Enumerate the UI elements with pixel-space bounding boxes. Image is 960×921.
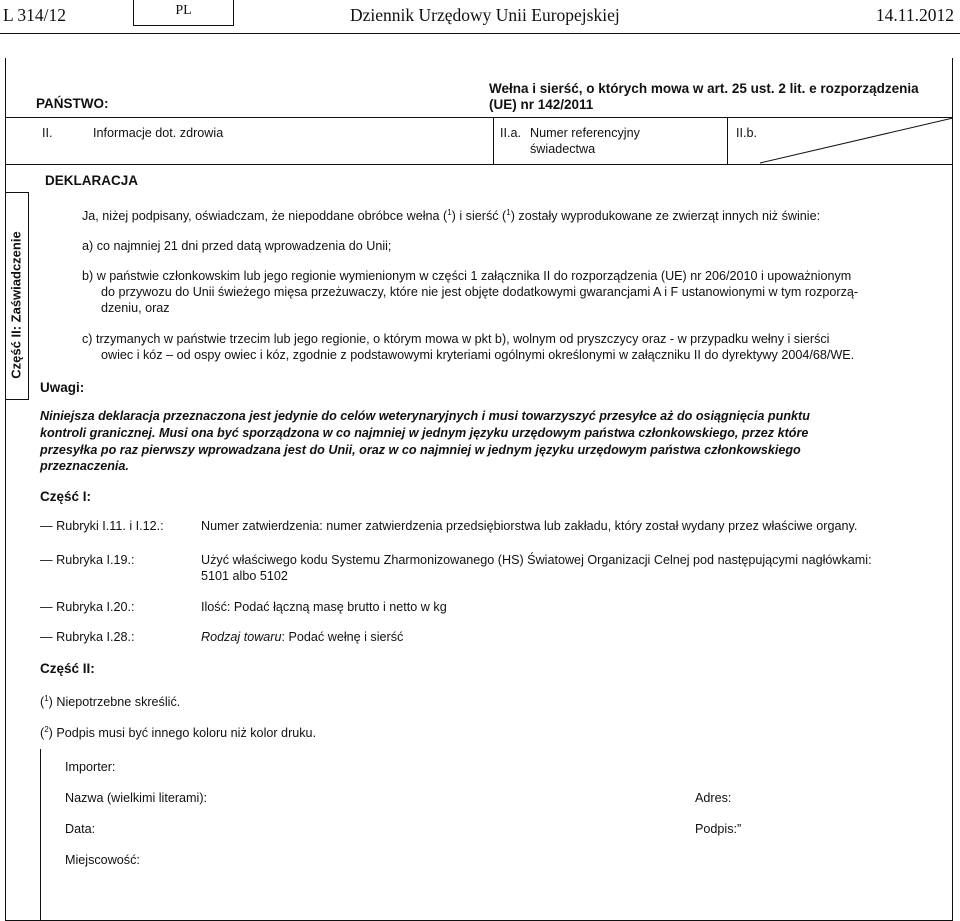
section-heading: Informacje dot. zdrowia [93, 126, 224, 140]
ref-field-strikeout [760, 117, 953, 164]
declaration-item-b-line2: do przywozu do Unii świeżego mięsa przeżuwaczy, które nie jest objęte dodatkowymi gwarancjami A i F ustanowionymi w tym rozporzą- [101, 285, 859, 299]
certificate-title-line1: Wełna i sierść, o których mowa w art. 25 ust. 2 lit. e rozporządzenia [489, 81, 919, 96]
declaration-item-c-line2: owiec i kóz – od ospy owiec i kóz, zgodnie z podstawowymi kryteriami ogólnymi określonymi w załączniku II do dyrektywy 2004/68/WE. [101, 348, 855, 362]
rubric-key: — Rubryki I.11. i I.12.: [40, 519, 164, 533]
header-rule [0, 33, 960, 34]
ref-field-label: II.b. [736, 126, 757, 140]
declaration-item-a: a) co najmniej 21 dni przed datą wprowadzenia do Unii; [82, 239, 392, 253]
notes-title: Uwagi: [40, 380, 85, 395]
side-rule [28, 192, 29, 399]
ref-divider [493, 117, 494, 164]
rubric-value: Rodzaj towaru: Podać wełnę i sierść [201, 630, 404, 644]
publication-date: 14.11.2012 [875, 5, 954, 25]
ref-number-text2: świadectwa [530, 142, 596, 156]
part-label-vertical: Część II: Zaświadczenie [8, 231, 24, 379]
language-badge: PL [133, 0, 234, 26]
signature-field-label: Podpis:” [695, 822, 742, 836]
declaration-intro: Ja, niżej podpisany, oświadczam, że niepoddane obróbce wełna ($^1$) i sierść ($^1$) zostały wyprodukowane ze zwierząt innych niż świnie: [82, 208, 821, 224]
rubric-value: Użyć właściwego kodu Systemu Zharmonizowanego (HS) Światowej Organizacji Celnej pod następującymi nagłówkami: [201, 553, 872, 567]
form-right-border [952, 58, 953, 920]
rubric-key: — Rubryka I.28.: [40, 630, 135, 644]
declaration-item-b-line3: dzeniu, oraz [101, 301, 170, 315]
footnote-2: ($^2$) Podpis musi być innego koloru niż kolor druku. [40, 725, 317, 741]
signature-box-left [40, 749, 41, 920]
page-reference: L 314/12 [3, 5, 67, 25]
rubric-value: Ilość: Podać łączną masę brutto i netto w kg [201, 600, 447, 614]
side-rule-top [5, 192, 29, 193]
declaration-title: DEKLARACJA [45, 173, 139, 188]
declaration-item-c-line1: c) trzymanych w państwie trzecim lub jego regionie, o którym mowa w pkt b), wolnym od pryszczycy oraz - w przypadku wełny i sierści [82, 332, 830, 346]
rubric-value: Numer zatwierdzenia: numer zatwierdzenia przedsiębiorstwa lub zakładu, który został wydany przez właściwe organy. [201, 519, 858, 533]
country-label: PAŃSTWO: [36, 96, 109, 111]
declaration-item-b-line1: b) w państwie członkowskim lub jego regionie wymienionym w części 1 załącznika II do rozporządzenia (UE) nr 206/2010 i upoważnionym [82, 269, 852, 283]
importer-label: Importer: [65, 760, 116, 774]
address-field-label: Adres: [695, 791, 732, 805]
place-field-label: Miejscowość: [65, 853, 140, 867]
name-field-label: Nazwa (wielkimi literami): [65, 791, 208, 805]
form-left-border [5, 58, 6, 920]
rubric-key: — Rubryka I.19.: [40, 553, 135, 567]
date-field-label: Data: [65, 822, 96, 836]
section-number: II. [42, 126, 53, 140]
notes-warning-line2: kontroli granicznej. Musi ona być sporządzona w co najmniej w jednym języku urzędowym państwa członkowskiego, przez które [40, 426, 809, 440]
notes-warning-line3: przesyłka po raz pierwszy wprowadzana jest do Unii, oraz w co najmniej w jednym języku urzędowym państwa członkowskiego [40, 443, 801, 457]
ref-divider-2 [727, 117, 728, 164]
notes-warning-line1: Niniejsza deklaracja przeznaczona jest jedynie do celów weterynaryjnych i musi towarzyszyć przesyłce aż do osiągnięcia punktu [40, 409, 810, 423]
ref-number-label: II.a. [500, 126, 521, 140]
section-rule-mid [5, 164, 953, 165]
notes-warning-line4: przeznaczenia. [40, 459, 129, 473]
rubric-key: — Rubryka I.20.: [40, 600, 135, 614]
part1-title: Część I: [40, 489, 92, 504]
certificate-title-line2: (UE) nr 142/2011 [489, 97, 594, 112]
journal-title: Dziennik Urzędowy Unii Europejskiej [350, 5, 620, 25]
footnote-1: ($^1$) Niepotrzebne skreślić. [40, 694, 181, 710]
rubric-value-cont: 5101 albo 5102 [201, 569, 288, 583]
ref-number-text1: Numer referencyjny [530, 126, 640, 140]
part2-title: Część II: [40, 661, 95, 676]
